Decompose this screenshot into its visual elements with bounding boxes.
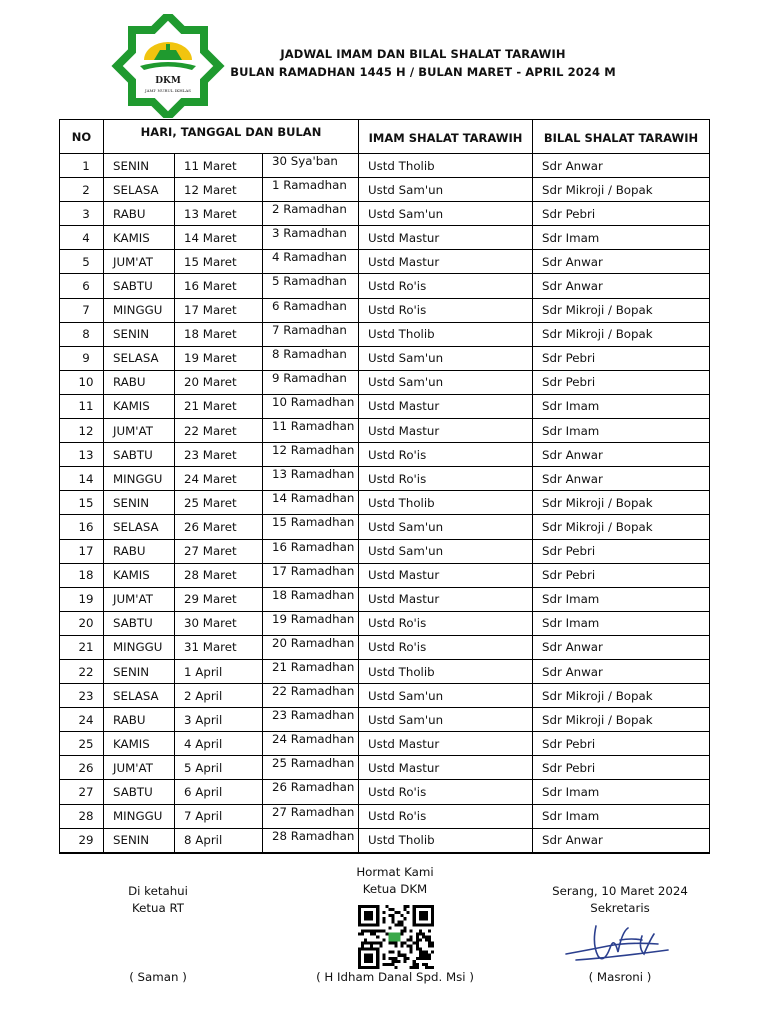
cell-day: SABTU xyxy=(104,611,175,635)
cell-no: 22 xyxy=(60,659,104,683)
cell-day: KAMIS xyxy=(104,563,175,587)
cell-bilal: Sdr Imam xyxy=(533,419,710,443)
cell-day: SABTU xyxy=(104,443,175,467)
cell-imam: Ustd Sam'un xyxy=(359,346,533,370)
cell-day: SENIN xyxy=(104,491,175,515)
cell-imam: Ustd Mastur xyxy=(359,587,533,611)
cell-day: RABU xyxy=(104,539,175,563)
cell-ramadhan-date: 25 Ramadhan xyxy=(263,756,359,780)
cell-day: JUM'AT xyxy=(104,250,175,274)
schedule-table xyxy=(59,119,710,854)
table-row xyxy=(60,394,710,418)
cell-ramadhan-date: 15 Ramadhan xyxy=(263,515,359,539)
cell-day: RABU xyxy=(104,202,175,226)
cell-ramadhan-date: 17 Ramadhan xyxy=(263,563,359,587)
cell-day: SELASA xyxy=(104,684,175,708)
cell-day: SENIN xyxy=(104,828,175,853)
signature-block-rt xyxy=(100,884,216,984)
table-row xyxy=(60,250,710,274)
table-row xyxy=(60,828,710,853)
cell-date: 14 Maret xyxy=(175,226,263,250)
cell-no: 10 xyxy=(60,370,104,394)
cell-no: 25 xyxy=(60,732,104,756)
rt-title: Ketua RT xyxy=(131,901,185,915)
cell-imam: Ustd Mastur xyxy=(359,732,533,756)
cell-day: SABTU xyxy=(104,780,175,804)
cell-day: RABU xyxy=(104,370,175,394)
table-row xyxy=(60,659,710,683)
page-title: JADWAL IMAM DAN BILAL SHALAT TARAWIH xyxy=(280,47,566,61)
table-row xyxy=(60,635,710,659)
cell-no: 21 xyxy=(60,635,104,659)
table-row xyxy=(60,370,710,394)
cell-bilal: Sdr Pebri xyxy=(533,539,710,563)
cell-day: SELASA xyxy=(104,178,175,202)
cell-ramadhan-date: 13 Ramadhan xyxy=(263,467,359,491)
cell-bilal: Sdr Mikroji / Bopak xyxy=(533,322,710,346)
known-by-label: Di ketahui xyxy=(128,884,188,898)
table-row xyxy=(60,587,710,611)
cell-no: 16 xyxy=(60,515,104,539)
cell-date: 21 Maret xyxy=(175,394,263,418)
cell-date: 8 April xyxy=(175,828,263,853)
cell-imam: Ustd Ro'is xyxy=(359,780,533,804)
cell-ramadhan-date: 5 Ramadhan xyxy=(263,274,359,298)
cell-ramadhan-date: 11 Ramadhan xyxy=(263,419,359,443)
cell-bilal: Sdr Mikroji / Bopak xyxy=(533,708,710,732)
table-row xyxy=(60,491,710,515)
column-header-imam: IMAM SHALAT TARAWIH xyxy=(359,120,533,154)
dkm-name: ( H Idham Danal Spd. Msi ) xyxy=(316,970,474,984)
qr-code xyxy=(358,905,434,969)
cell-bilal: Sdr Anwar xyxy=(533,828,710,853)
cell-no: 18 xyxy=(60,563,104,587)
cell-bilal: Sdr Anwar xyxy=(533,467,710,491)
place-date: Serang, 10 Maret 2024 xyxy=(552,884,688,898)
cell-no: 11 xyxy=(60,394,104,418)
cell-day: SELASA xyxy=(104,515,175,539)
cell-no: 20 xyxy=(60,611,104,635)
cell-date: 24 Maret xyxy=(175,467,263,491)
table-row xyxy=(60,419,710,443)
table-row xyxy=(60,226,710,250)
column-header-bilal: BILAL SHALAT TARAWIH xyxy=(533,120,710,154)
cell-ramadhan-date: 9 Ramadhan xyxy=(263,370,359,394)
cell-imam: Ustd Mastur xyxy=(359,394,533,418)
cell-date: 12 Maret xyxy=(175,178,263,202)
cell-day: SENIN xyxy=(104,659,175,683)
cell-bilal: Sdr Pebri xyxy=(533,756,710,780)
cell-imam: Ustd Ro'is xyxy=(359,274,533,298)
cell-bilal: Sdr Anwar xyxy=(533,659,710,683)
table-row xyxy=(60,539,710,563)
cell-bilal: Sdr Mikroji / Bopak xyxy=(533,298,710,322)
cell-no: 23 xyxy=(60,684,104,708)
cell-bilal: Sdr Mikroji / Bopak xyxy=(533,684,710,708)
cell-ramadhan-date: 20 Ramadhan xyxy=(263,635,359,659)
column-header-no: NO xyxy=(60,120,104,154)
cell-ramadhan-date: 8 Ramadhan xyxy=(263,346,359,370)
dkm-title: Ketua DKM xyxy=(362,882,428,896)
cell-bilal: Sdr Imam xyxy=(533,611,710,635)
cell-imam: Ustd Tholib xyxy=(359,322,533,346)
cell-date: 22 Maret xyxy=(175,419,263,443)
cell-bilal: Sdr Pebri xyxy=(533,563,710,587)
cell-bilal: Sdr Anwar xyxy=(533,274,710,298)
cell-no: 27 xyxy=(60,780,104,804)
cell-date: 30 Maret xyxy=(175,611,263,635)
cell-ramadhan-date: 4 Ramadhan xyxy=(263,250,359,274)
cell-bilal: Sdr Imam xyxy=(533,394,710,418)
secretary-name: ( Masroni ) xyxy=(588,970,652,984)
cell-imam: Ustd Tholib xyxy=(359,659,533,683)
cell-ramadhan-date: 3 Ramadhan xyxy=(263,226,359,250)
cell-imam: Ustd Sam'un xyxy=(359,202,533,226)
cell-date: 5 April xyxy=(175,756,263,780)
table-row xyxy=(60,322,710,346)
cell-imam: Ustd Mastur xyxy=(359,756,533,780)
cell-no: 17 xyxy=(60,539,104,563)
cell-date: 23 Maret xyxy=(175,443,263,467)
cell-no: 6 xyxy=(60,274,104,298)
cell-ramadhan-date: 19 Ramadhan xyxy=(263,611,359,635)
cell-imam: Ustd Sam'un xyxy=(359,708,533,732)
page-subtitle: BULAN RAMADHAN 1445 H / BULAN MARET - APRIL 2024 M xyxy=(230,65,616,79)
cell-imam: Ustd Mastur xyxy=(359,250,533,274)
cell-date: 2 April xyxy=(175,684,263,708)
cell-ramadhan-date: 27 Ramadhan xyxy=(263,804,359,828)
table-row xyxy=(60,780,710,804)
table-row xyxy=(60,178,710,202)
cell-date: 6 April xyxy=(175,780,263,804)
table-row xyxy=(60,515,710,539)
cell-day: MINGGU xyxy=(104,298,175,322)
cell-imam: Ustd Sam'un xyxy=(359,684,533,708)
cell-ramadhan-date: 10 Ramadhan xyxy=(263,394,359,418)
cell-imam: Ustd Sam'un xyxy=(359,515,533,539)
table-row xyxy=(60,443,710,467)
cell-date: 26 Maret xyxy=(175,515,263,539)
cell-date: 29 Maret xyxy=(175,587,263,611)
cell-no: 7 xyxy=(60,298,104,322)
cell-bilal: Sdr Mikroji / Bopak xyxy=(533,178,710,202)
cell-day: KAMIS xyxy=(104,732,175,756)
cell-bilal: Sdr Pebri xyxy=(533,202,710,226)
cell-no: 4 xyxy=(60,226,104,250)
cell-date: 13 Maret xyxy=(175,202,263,226)
cell-imam: Ustd Ro'is xyxy=(359,804,533,828)
cell-imam: Ustd Mastur xyxy=(359,563,533,587)
cell-day: SENIN xyxy=(104,154,175,178)
cell-ramadhan-date: 21 Ramadhan xyxy=(263,659,359,683)
cell-bilal: Sdr Anwar xyxy=(533,443,710,467)
cell-ramadhan-date: 22 Ramadhan xyxy=(263,684,359,708)
cell-imam: Ustd Tholib xyxy=(359,154,533,178)
cell-ramadhan-date: 23 Ramadhan xyxy=(263,708,359,732)
cell-ramadhan-date: 14 Ramadhan xyxy=(263,491,359,515)
table-body xyxy=(60,154,710,853)
cell-no: 13 xyxy=(60,443,104,467)
cell-date: 15 Maret xyxy=(175,250,263,274)
cell-no: 9 xyxy=(60,346,104,370)
cell-day: MINGGU xyxy=(104,804,175,828)
cell-bilal: Sdr Imam xyxy=(533,804,710,828)
cell-date: 20 Maret xyxy=(175,370,263,394)
cell-imam: Ustd Mastur xyxy=(359,226,533,250)
cell-ramadhan-date: 30 Sya'ban xyxy=(263,154,359,178)
logo-text: DKM xyxy=(155,76,181,86)
cell-ramadhan-date: 16 Ramadhan xyxy=(263,539,359,563)
cell-bilal: Sdr Mikroji / Bopak xyxy=(533,491,710,515)
cell-date: 19 Maret xyxy=(175,346,263,370)
cell-no: 19 xyxy=(60,587,104,611)
cell-no: 15 xyxy=(60,491,104,515)
cell-date: 27 Maret xyxy=(175,539,263,563)
cell-day: SENIN xyxy=(104,322,175,346)
cell-imam: Ustd Ro'is xyxy=(359,611,533,635)
cell-bilal: Sdr Pebri xyxy=(533,346,710,370)
cell-no: 1 xyxy=(60,154,104,178)
table-row xyxy=(60,346,710,370)
cell-date: 17 Maret xyxy=(175,298,263,322)
table-row xyxy=(60,756,710,780)
cell-ramadhan-date: 26 Ramadhan xyxy=(263,780,359,804)
cell-bilal: Sdr Imam xyxy=(533,587,710,611)
dkm-logo xyxy=(110,14,226,118)
table-row xyxy=(60,563,710,587)
cell-imam: Ustd Ro'is xyxy=(359,635,533,659)
cell-date: 7 April xyxy=(175,804,263,828)
cell-no: 26 xyxy=(60,756,104,780)
table-row xyxy=(60,202,710,226)
cell-bilal: Sdr Imam xyxy=(533,226,710,250)
table-row xyxy=(60,154,710,178)
cell-day: JUM'AT xyxy=(104,587,175,611)
cell-date: 18 Maret xyxy=(175,322,263,346)
rt-name: ( Saman ) xyxy=(129,970,187,984)
regards-label: Hormat Kami xyxy=(356,865,434,879)
cell-no: 3 xyxy=(60,202,104,226)
table-row xyxy=(60,804,710,828)
cell-bilal: Sdr Anwar xyxy=(533,154,710,178)
cell-day: KAMIS xyxy=(104,394,175,418)
cell-imam: Ustd Ro'is xyxy=(359,443,533,467)
cell-no: 28 xyxy=(60,804,104,828)
cell-no: 12 xyxy=(60,419,104,443)
table-row xyxy=(60,298,710,322)
cell-date: 1 April xyxy=(175,659,263,683)
cell-date: 31 Maret xyxy=(175,635,263,659)
cell-bilal: Sdr Mikroji / Bopak xyxy=(533,515,710,539)
cell-ramadhan-date: 28 Ramadhan xyxy=(263,828,359,853)
cell-ramadhan-date: 24 Ramadhan xyxy=(263,732,359,756)
table-row xyxy=(60,274,710,298)
table-row xyxy=(60,611,710,635)
cell-imam: Ustd Ro'is xyxy=(359,298,533,322)
secretary-title: Sekretaris xyxy=(590,901,650,915)
cell-no: 24 xyxy=(60,708,104,732)
cell-imam: Ustd Mastur xyxy=(359,419,533,443)
cell-no: 8 xyxy=(60,322,104,346)
cell-imam: Ustd Tholib xyxy=(359,828,533,853)
cell-no: 29 xyxy=(60,828,104,853)
cell-bilal: Sdr Anwar xyxy=(533,635,710,659)
cell-date: 11 Maret xyxy=(175,154,263,178)
cell-ramadhan-date: 12 Ramadhan xyxy=(263,443,359,467)
cell-date: 25 Maret xyxy=(175,491,263,515)
cell-date: 4 April xyxy=(175,732,263,756)
cell-imam: Ustd Tholib xyxy=(359,491,533,515)
cell-date: 3 April xyxy=(175,708,263,732)
cell-day: RABU xyxy=(104,708,175,732)
cell-day: JUM'AT xyxy=(104,419,175,443)
cell-day: SELASA xyxy=(104,346,175,370)
cell-no: 14 xyxy=(60,467,104,491)
cell-no: 5 xyxy=(60,250,104,274)
table-row xyxy=(60,732,710,756)
table-header-row xyxy=(60,120,710,154)
cell-day: SABTU xyxy=(104,274,175,298)
cell-bilal: Sdr Pebri xyxy=(533,732,710,756)
cell-date: 16 Maret xyxy=(175,274,263,298)
cell-ramadhan-date: 6 Ramadhan xyxy=(263,298,359,322)
cell-bilal: Sdr Imam xyxy=(533,780,710,804)
cell-imam: Ustd Sam'un xyxy=(359,539,533,563)
cell-imam: Ustd Sam'un xyxy=(359,178,533,202)
column-header-day: HARI, TANGGAL DAN BULAN xyxy=(104,120,359,154)
table-row xyxy=(60,467,710,491)
cell-imam: Ustd Ro'is xyxy=(359,467,533,491)
cell-bilal: Sdr Pebri xyxy=(533,370,710,394)
cell-day: JUM'AT xyxy=(104,756,175,780)
table-row xyxy=(60,684,710,708)
cell-ramadhan-date: 7 Ramadhan xyxy=(263,322,359,346)
table-row xyxy=(60,708,710,732)
cell-bilal: Sdr Anwar xyxy=(533,250,710,274)
cell-day: MINGGU xyxy=(104,635,175,659)
cell-day: MINGGU xyxy=(104,467,175,491)
cell-no: 2 xyxy=(60,178,104,202)
handwritten-signature xyxy=(558,914,676,970)
cell-ramadhan-date: 18 Ramadhan xyxy=(263,587,359,611)
cell-imam: Ustd Sam'un xyxy=(359,370,533,394)
logo-subtext: JAMI' NURUL IKHLAS xyxy=(144,88,192,93)
cell-date: 28 Maret xyxy=(175,563,263,587)
cell-day: KAMIS xyxy=(104,226,175,250)
cell-ramadhan-date: 2 Ramadhan xyxy=(263,202,359,226)
cell-ramadhan-date: 1 Ramadhan xyxy=(263,178,359,202)
